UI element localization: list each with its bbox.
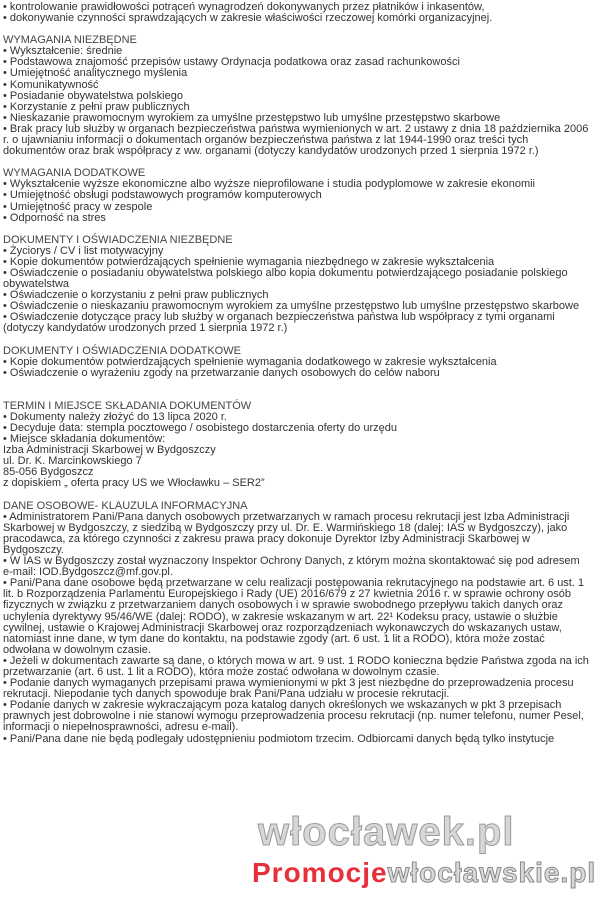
- text-line: • Kopie dokumentów potwierdzających spełnienie wymagania niezbędnego w zakresie wykształcenia: [3, 255, 495, 268]
- text-line: • Oświadczenie o nieskazaniu prawomocnym wyrokiem za umyślne przestępstwo lub umyślne przestępstwo skarbowe: [3, 300, 580, 313]
- text-line: • Umiejętność pracy w zespole: [3, 200, 153, 213]
- job-offer-document: [3, 2, 607, 745]
- text-line: przetwarzanie (art. 6 ust. 1 lit a RODO), która może zostać odwołana w dowolnym czasie.: [3, 665, 440, 678]
- section-heading: DANE OSOBOWE- KLAUZULA INFORMACYJNA: [3, 499, 248, 512]
- section-heading: WYMAGANIA NIEZBĘDNE: [3, 34, 137, 47]
- text-line: pracodawca, za którego czynności z zakresu prawa pracy dokonuje Dyrektor Izby Administracji Skarbowej w: [3, 532, 531, 545]
- text-line: uchylenia dyrektywy 95/46/WE (dalej: RODO), w zakresie wskazanym w art. 22¹ Kodeksu pracy, ustawie o służbie: [3, 610, 558, 623]
- text-line: • Jeżeli w dokumentach zawarte są dane, o których mowa w art. 9 ust. 1 RODO konieczna będzie Państwa zgoda na ich: [3, 654, 589, 667]
- text-line: • dokonywanie czynności sprawdzających w zakresie właściwości rzeczowej komórki organizacyjnej.: [3, 12, 493, 25]
- text-line: • Podanie danych wymaganych przepisami prawa wymienionymi w pkt 3 jest niezbędne do przeprowadzenia procesu: [3, 677, 574, 690]
- text-line: natomiast inne dane, w tym dane do kontaktu, na podstawie zgody (art. 6 ust. 1 lit a RODO), która może zostać: [3, 632, 545, 645]
- section-spacer: [3, 335, 607, 346]
- text-line: • Korzystanie z pełni praw publicznych: [3, 100, 190, 113]
- text-line: • Dokumenty należy złożyć do 13 lipca 2020 r.: [3, 410, 227, 423]
- text-line: • Oświadczenie o korzystaniu z pełni praw publicznych: [3, 289, 269, 302]
- text-line: • Wykształcenie wyższe ekonomiczne albo wyższe nieprofilowane i studia podyplomowe w zakresie ekonomii: [3, 178, 535, 191]
- text-line: • Brak pracy lub służby w organach bezpieczeństwa państwa wymienionych w art. 2 ustawy z dnia 18 października 2006: [3, 122, 589, 135]
- text-line: • kontrolowanie prawidłowości potrąceń wynagrodzeń dokonywanych przez płatników i inkasentów,: [3, 1, 485, 13]
- text-line: • Komunikatywność: [3, 78, 99, 91]
- watermark-line-2: [252, 858, 596, 888]
- text-line: Skarbowej w Bydgoszczy, z siedzibą w Bydgoszczy przy ul. Dr. E. Warmińskiego 18 (dalej: IAS w Bydgoszczy), jako: [3, 521, 568, 534]
- text-line: • Podstawowa znajomość przepisów ustawy Ordynacja podatkowa oraz zasad rachunkowości: [3, 56, 460, 69]
- section-heading: TERMIN I MIEJSCE SKŁADANIA DOKUMENTÓW: [3, 399, 252, 412]
- watermark-promocje: Promocje: [252, 857, 388, 888]
- text-line: • Kopie dokumentów potwierdzających spełnienie wymagania dodatkowego w zakresie wykształcenia: [3, 355, 497, 368]
- text-line: • Administratorem Pani/Pana danych osobowych przetwarzanych w ramach procesu rekrutacji jest Izba Administracji: [3, 510, 570, 523]
- text-line: Izba Administracji Skarbowej w Bydgoszczy: [3, 444, 216, 457]
- text-line: z dopiskiem „ oferta pracy US we Włocławku – SER2”: [3, 477, 265, 490]
- text-line: 85-056 Bydgoszcz: [3, 466, 94, 479]
- text-line: fizycznych w związku z przetwarzaniem danych osobowych i w sprawie swobodnego przepływu takich danych oraz: [3, 599, 564, 612]
- text-line: • Posiadanie obywatelstwa polskiego: [3, 89, 183, 102]
- text-line: lit. b Rozporządzenia Parlamentu Europejskiego i Rady (UE) 2016/679 z 27 kwietnia 2016 r. w sprawie ochrony osób: [3, 588, 572, 601]
- text-line: • Miejsce składania dokumentów:: [3, 433, 166, 446]
- text-line: • Oświadczenie o posiadaniu obywatelstwa polskiego albo kopia dokumentu potwierdzającego posiadanie polskiego: [3, 266, 568, 279]
- text-line: • Podanie danych w zakresie wykraczającym poza katalog danych określonych we wskazanych w pkt 3 przepisach: [3, 699, 562, 712]
- text-line: rekrutacji. Niepodanie tych danych spowoduje brak Pani/Pana udziału w procesie rekrutacji.: [3, 688, 450, 701]
- text-line: dokumentów oraz brak współpracy z ww. organami (dotyczy kandydatów urodzonych przed 1 sierpnia 1972 r.): [3, 145, 539, 158]
- text-line: • Oświadczenie o wyrażeniu zgody na przetwarzanie danych osobowych do celów naboru: [3, 366, 440, 379]
- section-spacer: [3, 490, 607, 501]
- text-line: obywatelstwa: [3, 278, 70, 291]
- watermark-domain: włocławskie.pl: [387, 857, 597, 888]
- text-line: ul. Dr. K. Marcinkowskiego 7: [3, 455, 142, 468]
- text-line: prawnych jest dobrowolne i nie stanowi wymogu przeprowadzenia procesu rekrutacji (np. numer telefonu, numer Pesel,: [3, 710, 584, 723]
- text-line: • Umiejętność obsługi podstawowych programów komputerowych: [3, 189, 322, 202]
- text-line: • Umiejętność analitycznego myślenia: [3, 67, 188, 80]
- text-line: e-mail: IOD.Bydgoszcz@mf.gov.pl.: [3, 566, 173, 579]
- section-heading: DOKUMENTY I OŚWIADCZENIA DODATKOWE: [3, 344, 241, 357]
- section-heading: WYMAGANIA DODATKOWE: [3, 167, 146, 180]
- text-line: cywilnej, ustawie o Krajowej Administracji Skarbowej oraz rozporządzeniach wykonawczych do wskazanych ustaw,: [3, 621, 562, 634]
- text-line: • Odporność na stres: [3, 211, 106, 224]
- text-line: (dotyczy kandydatów urodzonych przed 1 sierpnia 1972 r.): [3, 322, 288, 335]
- text-line: r. o ujawnianiu informacji o dokumentach organów bezpieczeństwa państwa z lat 1944-1990 oraz treści tych: [3, 134, 529, 147]
- text-line: • Pani/Pana dane nie będą podlegały udostępnieniu podmiotom trzecim. Odbiorcami danych będą tylko instytucje: [3, 732, 555, 745]
- watermark-line-1: włocławek.pl: [258, 810, 515, 854]
- text-line: • Nieskazanie prawomocnym wyrokiem za umyślne przestępstwo lub umyślne przestępstwo skarbowe: [3, 111, 501, 124]
- text-line: odwołana w dowolnym czasie.: [3, 643, 151, 656]
- text-line: • Oświadczenie dotyczące pracy lub służby w organach bezpieczeństwa państwa lub współpracy z tymi organami: [3, 311, 555, 324]
- section-heading: DOKUMENTY I OŚWIADCZENIA NIEZBĘDNE: [3, 233, 233, 246]
- section-spacer: [3, 379, 607, 401]
- text-line: Bydgoszczy.: [3, 543, 64, 556]
- text-line: • Decyduje data: stempla pocztowego / osobistego dostarczenia oferty do urzędu: [3, 422, 397, 434]
- text-line: • W IAS w Bydgoszczy został wyznaczony Inspektor Ochrony Danych, z którym można skontaktować się pod adresem: [3, 555, 580, 568]
- text-line: • Wykształcenie: średnie: [3, 45, 123, 58]
- text-line: informacji o niepełnosprawności, adresu e-mail).: [3, 721, 239, 734]
- text-line: • Życiorys / CV i list motywacyjny: [3, 244, 164, 257]
- text-line: • Pani/Pana dane osobowe będą przetwarzane w celu realizacji postępowania rekrutacyjnego na podstawie art. 6 ust. 1: [3, 577, 585, 590]
